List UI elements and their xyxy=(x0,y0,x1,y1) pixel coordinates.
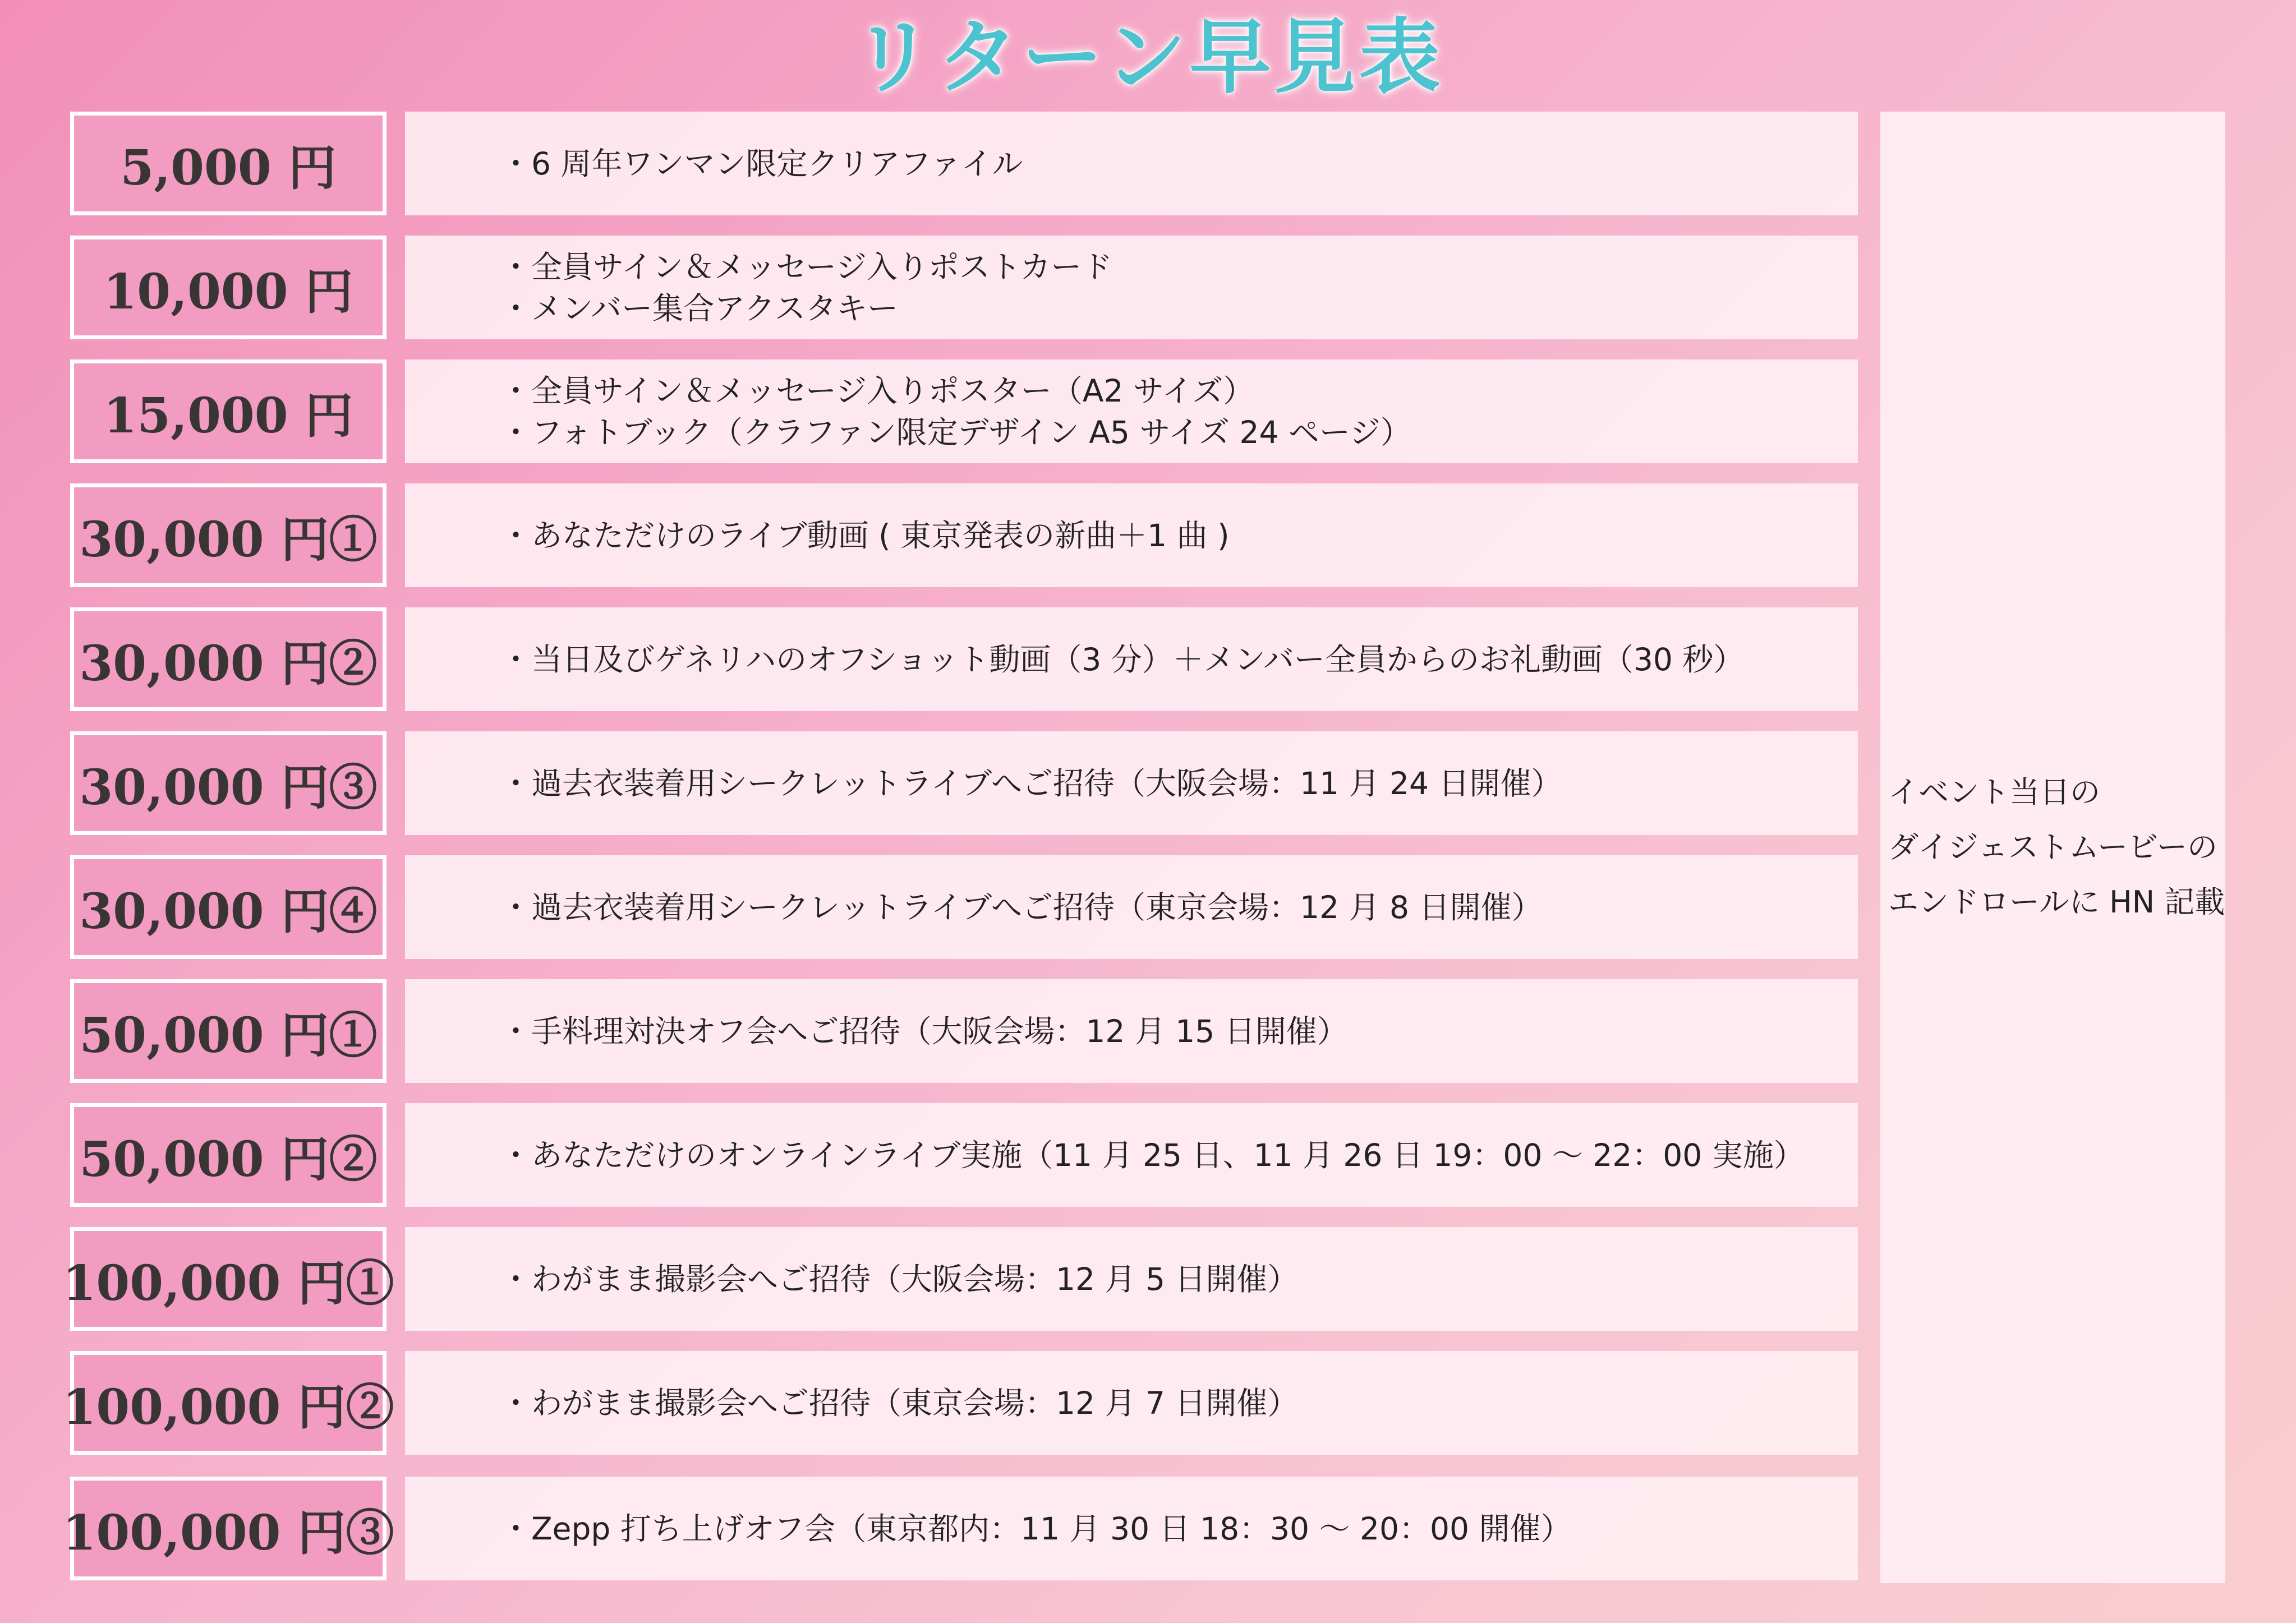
price-cell: 100,000 円① xyxy=(70,1227,386,1331)
reward-item: ・過去衣装着用シークレットライブへご招待（東京会場：12 月 8 日開催） xyxy=(500,889,1543,925)
side-note-panel xyxy=(1880,112,2225,1583)
reward-cell xyxy=(405,731,1858,835)
price-cell: 50,000 円② xyxy=(70,1103,386,1207)
side-note-line: ダイジェストムービーの xyxy=(1888,829,2217,865)
price-cell: 30,000 円① xyxy=(70,483,386,587)
reward-item: ・わがまま撮影会へご招待（東京会場：12 月 7 日開催） xyxy=(500,1385,1299,1421)
reward-cell xyxy=(405,1477,1858,1580)
reward-cell xyxy=(405,1103,1858,1207)
reward-cell xyxy=(405,112,1858,215)
reward-item: ・わがまま撮影会へご招待（大阪会場：12 月 5 日開催） xyxy=(500,1261,1299,1297)
reward-item: ・当日及びゲネリハのオフショット動画（3 分）＋メンバー全員からのお礼動画（30 秒） xyxy=(500,641,1745,677)
reward-item: ・あなただけのライブ動画 ( 東京発表の新曲＋1 曲 ) xyxy=(500,517,1230,554)
reward-item: ・あなただけのオンラインライブ実施（11 月 25 日、11 月 26 日 19：00 ～ 22：00 実施） xyxy=(500,1137,1805,1173)
reward-item: ・全員サイン＆メッセージ入りポスター（A2 サイズ） xyxy=(500,372,1254,409)
page-title: リターン早見表 xyxy=(852,10,1444,105)
reward-cell xyxy=(405,855,1858,959)
reward-cell xyxy=(405,483,1858,587)
reward-item: ・手料理対決オフ会へご招待（大阪会場：12 月 15 日開催） xyxy=(500,1013,1348,1049)
reward-cell xyxy=(405,236,1858,339)
reward-cell xyxy=(405,607,1858,711)
side-note-line: エンドロールに HN 記載 xyxy=(1888,884,2225,920)
side-note-line: イベント当日の xyxy=(1888,774,2100,810)
reward-item: ・メンバー集合アクスタキー xyxy=(500,290,898,326)
price-cell: 50,000 円① xyxy=(70,979,386,1083)
price-cell: 15,000 円 xyxy=(70,359,386,463)
price-cell: 30,000 円④ xyxy=(70,855,386,959)
reward-cell xyxy=(405,1227,1858,1331)
price-cell: 5,000 円 xyxy=(70,112,386,215)
price-cell: 30,000 円③ xyxy=(70,731,386,835)
reward-cell xyxy=(405,1351,1858,1455)
price-cell: 30,000 円② xyxy=(70,607,386,711)
reward-cell xyxy=(405,979,1858,1083)
price-cell: 100,000 円② xyxy=(70,1351,386,1455)
reward-item: ・過去衣装着用シークレットライブへご招待（大阪会場：11 月 24 日開催） xyxy=(500,765,1562,801)
price-cell: 10,000 円 xyxy=(70,236,386,339)
reward-cell xyxy=(405,359,1858,463)
reward-item: ・6 周年ワンマン限定クリアファイル xyxy=(500,145,1023,182)
reward-item: ・フォトブック（クラファン限定デザイン A5 サイズ 24 ページ） xyxy=(500,414,1411,450)
reward-item: ・全員サイン＆メッセージ入りポストカード xyxy=(500,248,1113,285)
price-cell: 100,000 円③ xyxy=(70,1477,386,1580)
reward-item: ・Zepp 打ち上げオフ会（東京都内：11 月 30 日 18：30 ～ 20：00 開催） xyxy=(500,1510,1572,1547)
